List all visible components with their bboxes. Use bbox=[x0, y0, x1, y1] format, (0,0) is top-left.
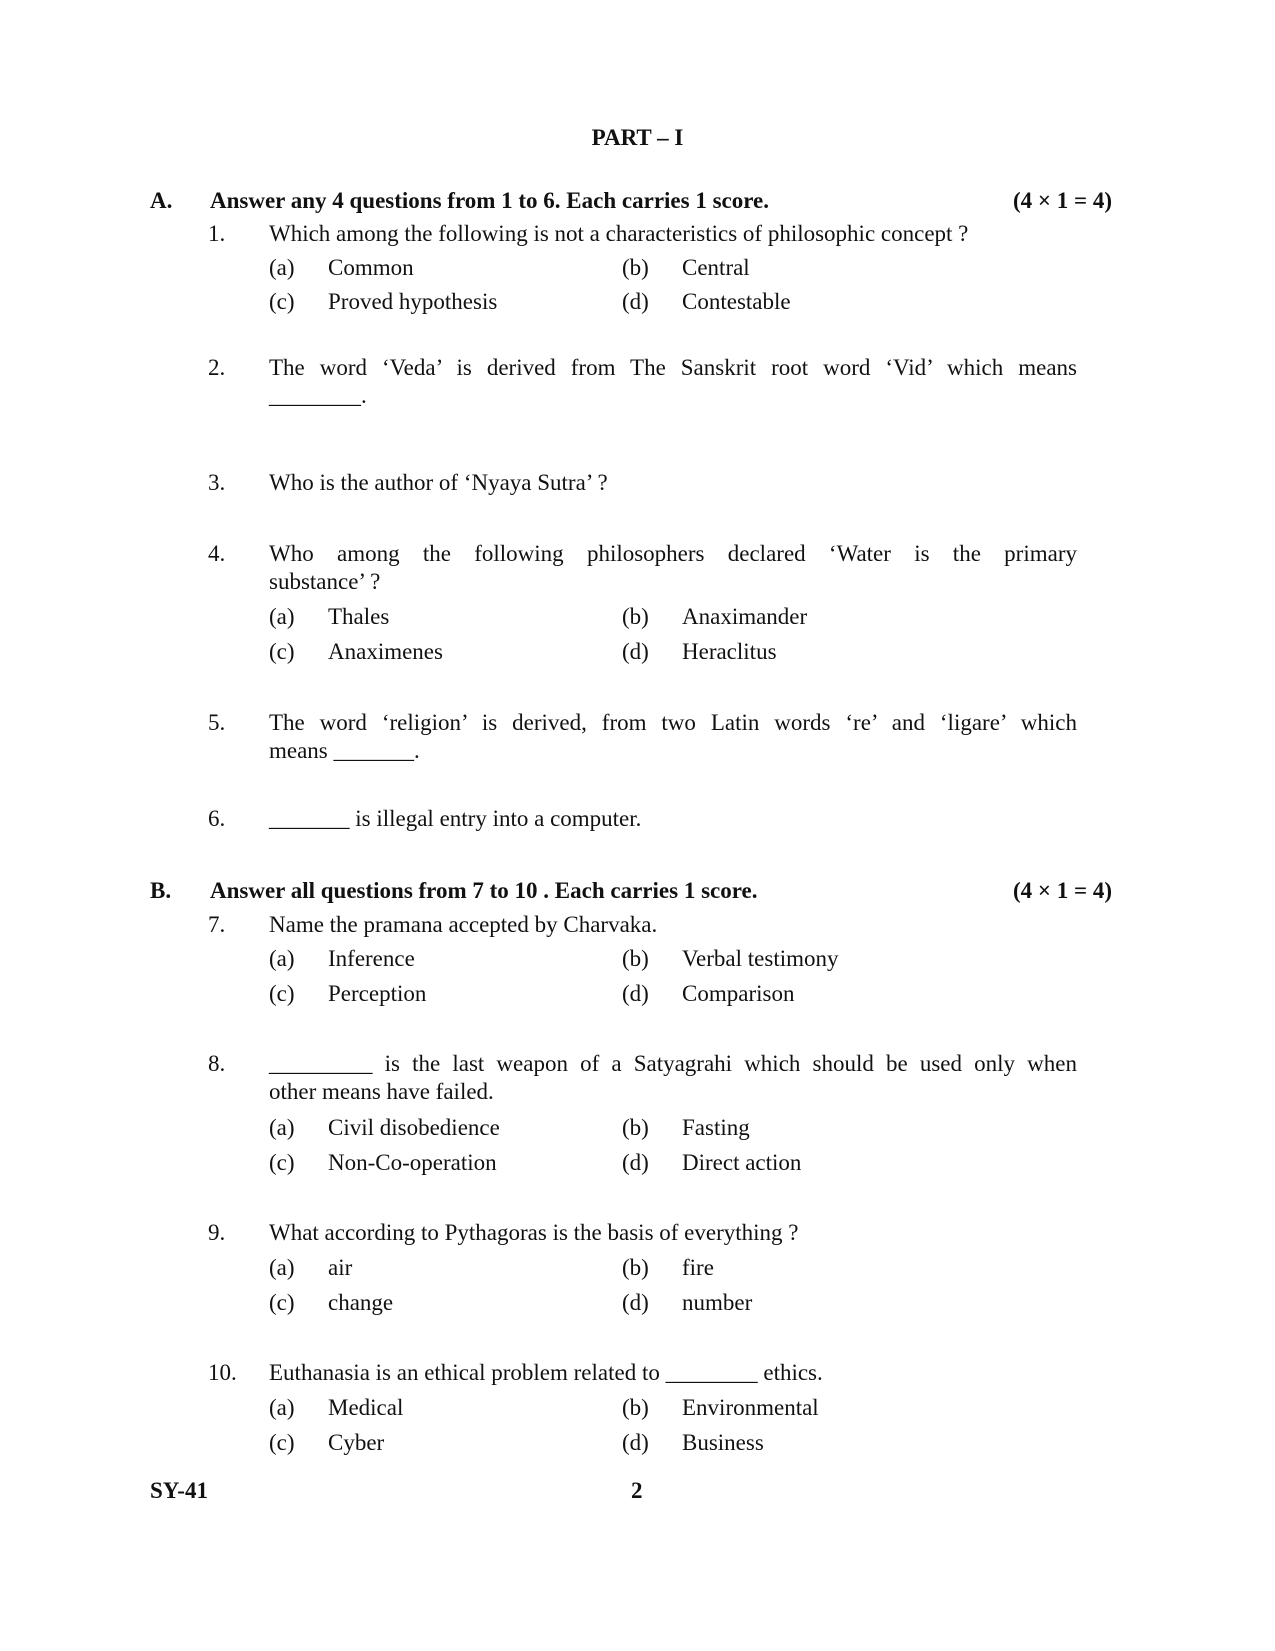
q9-option-d: number bbox=[682, 1290, 753, 1315]
q7-option-c: Perception bbox=[328, 981, 427, 1006]
q8-text-line2: other means have failed. bbox=[269, 1079, 494, 1104]
q1-option-a: Common bbox=[328, 255, 414, 280]
section-b-score: (4 × 1 = 4) bbox=[1013, 878, 1113, 903]
q4-text-line2: substance’ ? bbox=[269, 569, 381, 594]
q2-number: 2. bbox=[208, 355, 226, 380]
q4-option-d-label: (d) bbox=[622, 639, 649, 664]
q10-number: 10. bbox=[208, 1360, 237, 1385]
q6-text: _______ is illegal entry into a computer. bbox=[269, 806, 642, 831]
section-b-letter: B. bbox=[150, 878, 172, 903]
q8-option-d-label: (d) bbox=[622, 1150, 649, 1175]
q10-option-c: Cyber bbox=[328, 1430, 385, 1455]
q7-option-c-label: (c) bbox=[269, 981, 295, 1006]
q2-text-line1: The word ‘Veda’ is derived from The Sanskrit root word ‘Vid’ which means bbox=[269, 355, 1077, 380]
q1-option-c: Proved hypothesis bbox=[328, 289, 498, 314]
q8-option-b: Fasting bbox=[682, 1115, 750, 1140]
q8-option-d: Direct action bbox=[682, 1150, 802, 1175]
q9-option-d-label: (d) bbox=[622, 1290, 649, 1315]
q4-option-a-label: (a) bbox=[269, 604, 295, 629]
q8-option-a-label: (a) bbox=[269, 1115, 295, 1140]
q8-option-b-label: (b) bbox=[622, 1115, 649, 1140]
q8-option-c: Non-Co-operation bbox=[328, 1150, 497, 1175]
q9-option-c-label: (c) bbox=[269, 1290, 295, 1315]
q9-option-a: air bbox=[328, 1255, 353, 1280]
q10-text: Euthanasia is an ethical problem related to ________ ethics. bbox=[269, 1360, 823, 1385]
q7-option-b: Verbal testimony bbox=[682, 946, 839, 971]
section-a-instruction: Answer any 4 questions from 1 to 6. Each carries 1 score. bbox=[210, 188, 769, 213]
q4-option-d: Heraclitus bbox=[682, 639, 777, 664]
q1-option-c-label: (c) bbox=[269, 289, 295, 314]
q1-option-d-label: (d) bbox=[622, 289, 649, 314]
q10-option-b: Environmental bbox=[682, 1395, 819, 1420]
q1-text: Which among the following is not a characteristics of philosophic concept ? bbox=[269, 221, 969, 246]
q1-option-a-label: (a) bbox=[269, 255, 295, 280]
q7-option-d: Comparison bbox=[682, 981, 795, 1006]
q4-text-line1: Who among the following philosophers declared ‘Water is the primary bbox=[269, 541, 1077, 566]
q1-number: 1. bbox=[208, 221, 226, 246]
q9-option-c: change bbox=[328, 1290, 394, 1315]
part-title: PART – I bbox=[591, 125, 684, 150]
section-b-instruction: Answer all questions from 7 to 10 . Each carries 1 score. bbox=[210, 878, 758, 903]
q10-option-d: Business bbox=[682, 1430, 764, 1455]
q7-option-b-label: (b) bbox=[622, 946, 649, 971]
q5-text-line1: The word ‘religion’ is derived, from two Latin words ‘re’ and ‘ligare’ which bbox=[269, 710, 1077, 735]
q7-option-a-label: (a) bbox=[269, 946, 295, 971]
q9-option-b-label: (b) bbox=[622, 1255, 649, 1280]
q10-option-c-label: (c) bbox=[269, 1430, 295, 1455]
section-a-score: (4 × 1 = 4) bbox=[1013, 188, 1113, 213]
q1-option-b-label: (b) bbox=[622, 255, 649, 280]
q7-option-a: Inference bbox=[328, 946, 415, 971]
q3-number: 3. bbox=[208, 470, 226, 495]
q4-option-c-label: (c) bbox=[269, 639, 295, 664]
q8-number: 8. bbox=[208, 1051, 226, 1076]
q9-option-b: fire bbox=[682, 1255, 714, 1280]
q7-option-d-label: (d) bbox=[622, 981, 649, 1006]
q10-option-d-label: (d) bbox=[622, 1430, 649, 1455]
q9-number: 9. bbox=[208, 1220, 226, 1245]
q4-option-a: Thales bbox=[328, 604, 390, 629]
q9-text: What according to Pythagoras is the basis of everything ? bbox=[269, 1220, 799, 1245]
q10-option-a-label: (a) bbox=[269, 1395, 295, 1420]
q8-text-line1: _________ is the last weapon of a Satyagrahi which should be used only when bbox=[269, 1051, 1077, 1076]
q8-option-a: Civil disobedience bbox=[328, 1115, 500, 1140]
q6-number: 6. bbox=[208, 806, 226, 831]
section-a-letter: A. bbox=[150, 188, 173, 213]
q5-text-line2: means _______. bbox=[269, 738, 420, 763]
q4-option-b: Anaximander bbox=[682, 604, 808, 629]
q5-number: 5. bbox=[208, 710, 226, 735]
footer-paper-code: SY-41 bbox=[150, 1478, 208, 1503]
q9-option-a-label: (a) bbox=[269, 1255, 295, 1280]
q4-option-c: Anaximenes bbox=[328, 639, 443, 664]
q2-text-line2: ________. bbox=[269, 383, 367, 408]
q4-option-b-label: (b) bbox=[622, 604, 649, 629]
q7-text: Name the pramana accepted by Charvaka. bbox=[269, 912, 658, 937]
q8-option-c-label: (c) bbox=[269, 1150, 295, 1175]
q3-text: Who is the author of ‘Nyaya Sutra’ ? bbox=[269, 470, 608, 495]
q4-number: 4. bbox=[208, 541, 226, 566]
q10-option-b-label: (b) bbox=[622, 1395, 649, 1420]
q10-option-a: Medical bbox=[328, 1395, 404, 1420]
q1-option-b: Central bbox=[682, 255, 750, 280]
q7-number: 7. bbox=[208, 912, 226, 937]
q1-option-d: Contestable bbox=[682, 289, 791, 314]
footer-page-number: 2 bbox=[631, 1478, 643, 1503]
